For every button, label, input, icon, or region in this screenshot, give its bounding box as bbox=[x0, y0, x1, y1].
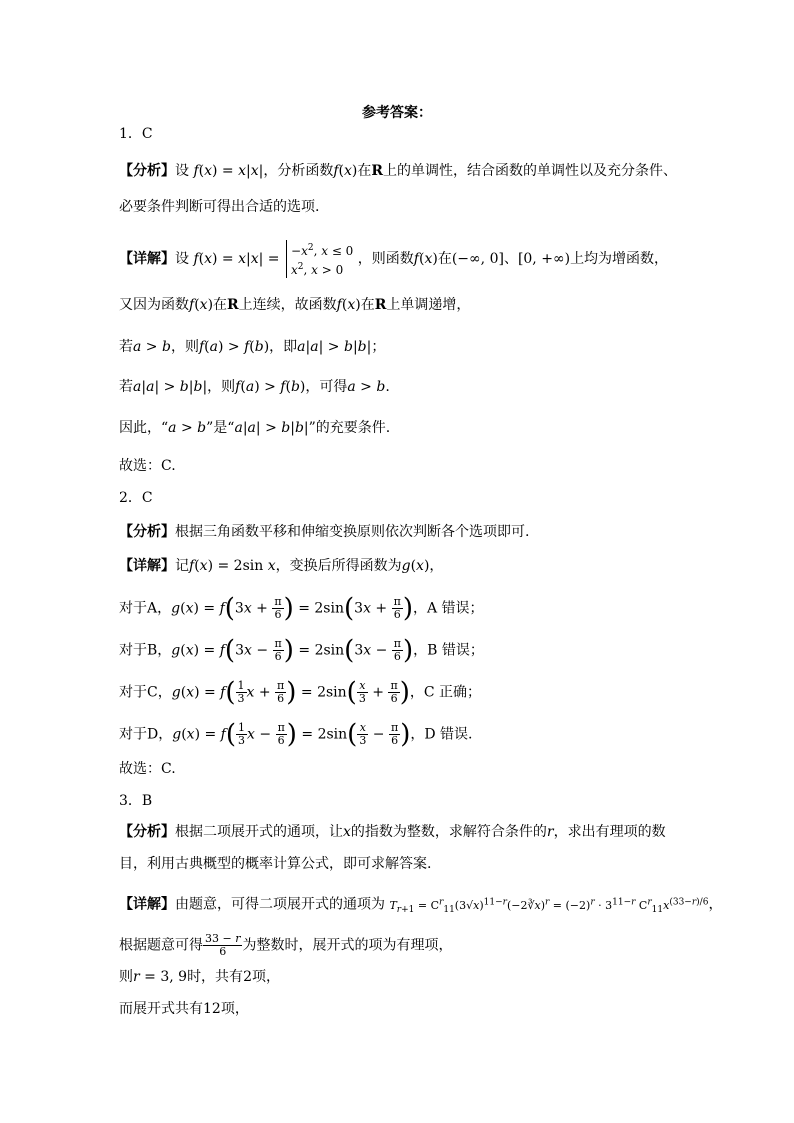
q1-line5: 若a|a| > b|b|，则f(a) > f(b)，可得a > b. bbox=[119, 379, 390, 395]
text: R bbox=[227, 297, 239, 313]
text: ，变换后所得函数为 bbox=[275, 558, 402, 574]
q2-option-b: 对于B，g(x) = f(3x − $\frac{\pi}{6}$ ) = 2sin(3x − $\frac{\pi}{6}$ )，B 错误； bbox=[119, 635, 484, 666]
text: ， bbox=[708, 896, 723, 913]
page-title: 参考答案： bbox=[362, 105, 432, 121]
text: ，则函数 bbox=[357, 251, 414, 267]
q3-line3: 根据题意可得 $\frac{33 - r}{6}$ 为整数时，展开式的项为有理项， bbox=[119, 932, 453, 958]
q1-answer: 故选：C. bbox=[119, 458, 176, 474]
text: 对于C， bbox=[119, 684, 172, 701]
text: 根据三角函数平移和伸缩变换原则依次判断各个选项即可. bbox=[175, 524, 530, 540]
text: 项， bbox=[251, 969, 280, 985]
text: 在 bbox=[357, 163, 372, 179]
q3-number: 3．B bbox=[119, 793, 153, 809]
text: 项， bbox=[220, 1001, 249, 1017]
text: 上的单调性，结合函数的单调性以及充分条件、 bbox=[383, 163, 678, 179]
text: 记 bbox=[175, 558, 189, 574]
text: 上单调递增， bbox=[386, 297, 471, 313]
text: ，C 正确； bbox=[409, 684, 482, 701]
piecewise-cases: $-x^2$, x ≤ 0 $x^2$, x > 0 bbox=[286, 240, 353, 278]
text: 上均为增函数， bbox=[570, 251, 669, 267]
q1-analysis: 【分析】设 f(x) = x|x|，分析函数f(x)在R上的单调性，结合函数的单调性以及充分条件、 bbox=[119, 163, 678, 179]
text: 根据题意可得 bbox=[119, 937, 203, 954]
text: 对于A， bbox=[119, 600, 172, 617]
q1-number: 1．C bbox=[119, 126, 153, 142]
text: ，D 错误. bbox=[410, 726, 473, 743]
text: 若 bbox=[119, 339, 133, 355]
detail-tag: 【详解】 bbox=[119, 251, 175, 267]
q2-option-d: 对于D，g(x) = f( $\frac{1}{3}$ x − $\frac{\pi}{6}$ ) = 2sin( $\frac{x}{3}$ − $\frac{\pi}{6}$ )，D 错误. bbox=[119, 719, 473, 750]
text: 在 bbox=[437, 251, 452, 267]
q1-line6: 因此，“a > b”是“a|a| > b|b|”的充要条件. bbox=[119, 420, 391, 436]
analysis-tag: 【分析】 bbox=[119, 524, 175, 540]
q3-detail: 【详解】由题意，可得二项展开式的通项为 $T_{r+1}$ = $C^r_{11}(3√x)^{11-r}(-2∛x)^r = (-2)^r \cdot 3^{11-r}$ $C^r_{11}x^{(33-r)/6}$， bbox=[119, 896, 723, 915]
text: 设 bbox=[175, 251, 189, 267]
text: 、 bbox=[503, 251, 518, 267]
q2-option-c: 对于C，g(x) = f( $\frac{1}{3}$ x + $\frac{\pi}{6}$ ) = 2sin( $\frac{x}{3}$ + $\frac{\pi}{6}$ )，C 正确； bbox=[119, 677, 482, 708]
text: 对于D， bbox=[119, 726, 173, 743]
text: 根据二项展开式的通项，让 bbox=[175, 824, 343, 840]
text: ，即 bbox=[269, 339, 298, 355]
text: 对于B， bbox=[119, 642, 172, 659]
analysis-tag: 【分析】 bbox=[119, 824, 175, 840]
q2-answer: 故选：C. bbox=[119, 761, 176, 777]
text: 若 bbox=[119, 379, 133, 395]
text: ，可得 bbox=[305, 379, 348, 395]
q2-detail: 【详解】记f(x) = 2sin x，变换后所得函数为g(x)， bbox=[119, 558, 444, 574]
text: 在 bbox=[213, 297, 228, 313]
text: ， bbox=[429, 558, 444, 574]
text: ，分析函数 bbox=[263, 163, 334, 179]
q3-line4: 则r = 3, 9时，共有2项， bbox=[119, 969, 280, 985]
text: ”的充要条件. bbox=[308, 420, 391, 436]
text: . bbox=[385, 379, 390, 395]
detail-tag: 【详解】 bbox=[119, 558, 175, 574]
text: 时，共有 bbox=[187, 969, 244, 985]
text: 而展开式共有 bbox=[119, 1001, 203, 1017]
text: 设 bbox=[175, 163, 189, 179]
text: ，则 bbox=[207, 379, 236, 395]
text: 的指数为整数，求解符合条件的 bbox=[350, 824, 547, 840]
text: 则 bbox=[119, 969, 133, 985]
q1-line4: 若a > b，则f(a) > f(b)，即a|a| > b|b|； bbox=[119, 339, 386, 355]
text: 因此，“ bbox=[119, 420, 169, 436]
text: ； bbox=[371, 339, 386, 355]
q2-analysis bbox=[119, 523, 529, 541]
q1-detail: 【详解】设 $f(x) = x|x| = -x^2$, x ≤ 0 $x^2$, x > 0 ，则函数f(x)在(−∞, 0]、[0, +∞)上均为增函数， bbox=[119, 240, 668, 278]
q3-line5: 而展开式共有12项， bbox=[119, 1001, 249, 1017]
text: ”是“ bbox=[206, 420, 235, 436]
text: ，求出有理项的数 bbox=[553, 824, 666, 840]
text: 为整数时，展开式的项为有理项， bbox=[242, 937, 453, 954]
analysis-tag: 【分析】 bbox=[119, 163, 175, 179]
text: 由题意，可得二项展开式的通项为 bbox=[175, 896, 385, 913]
text: ，B 错误； bbox=[413, 642, 484, 659]
q3-analysis-line2: 目，利用古典概型的概率计算公式，即可求解答案. bbox=[119, 856, 432, 872]
text: 上连续，故函数 bbox=[238, 297, 337, 313]
text: R bbox=[374, 297, 387, 313]
q2-option-a: 对于A，g(x) = f(3x + $\frac{\pi}{6}$ ) = 2sin(3x + $\frac{\pi}{6}$ )，A 错误； bbox=[119, 593, 484, 624]
q1-line3: 又因为函数f(x)在R上连续，故函数f(x)在R上单调递增， bbox=[119, 297, 471, 313]
q1-analysis-line2: 必要条件判断可得出合适的选项. bbox=[119, 199, 320, 215]
detail-tag: 【详解】 bbox=[119, 896, 175, 913]
text: ，则 bbox=[170, 339, 199, 355]
text: ，A 错误； bbox=[413, 600, 484, 617]
q2-number: 2．C bbox=[119, 490, 153, 506]
q3-analysis: 【分析】根据二项展开式的通项，让x的指数为整数，求解符合条件的r，求出有理项的数 bbox=[119, 824, 666, 840]
text: 又因为函数 bbox=[119, 297, 189, 313]
text: 在 bbox=[360, 297, 375, 313]
text: R bbox=[371, 163, 384, 179]
